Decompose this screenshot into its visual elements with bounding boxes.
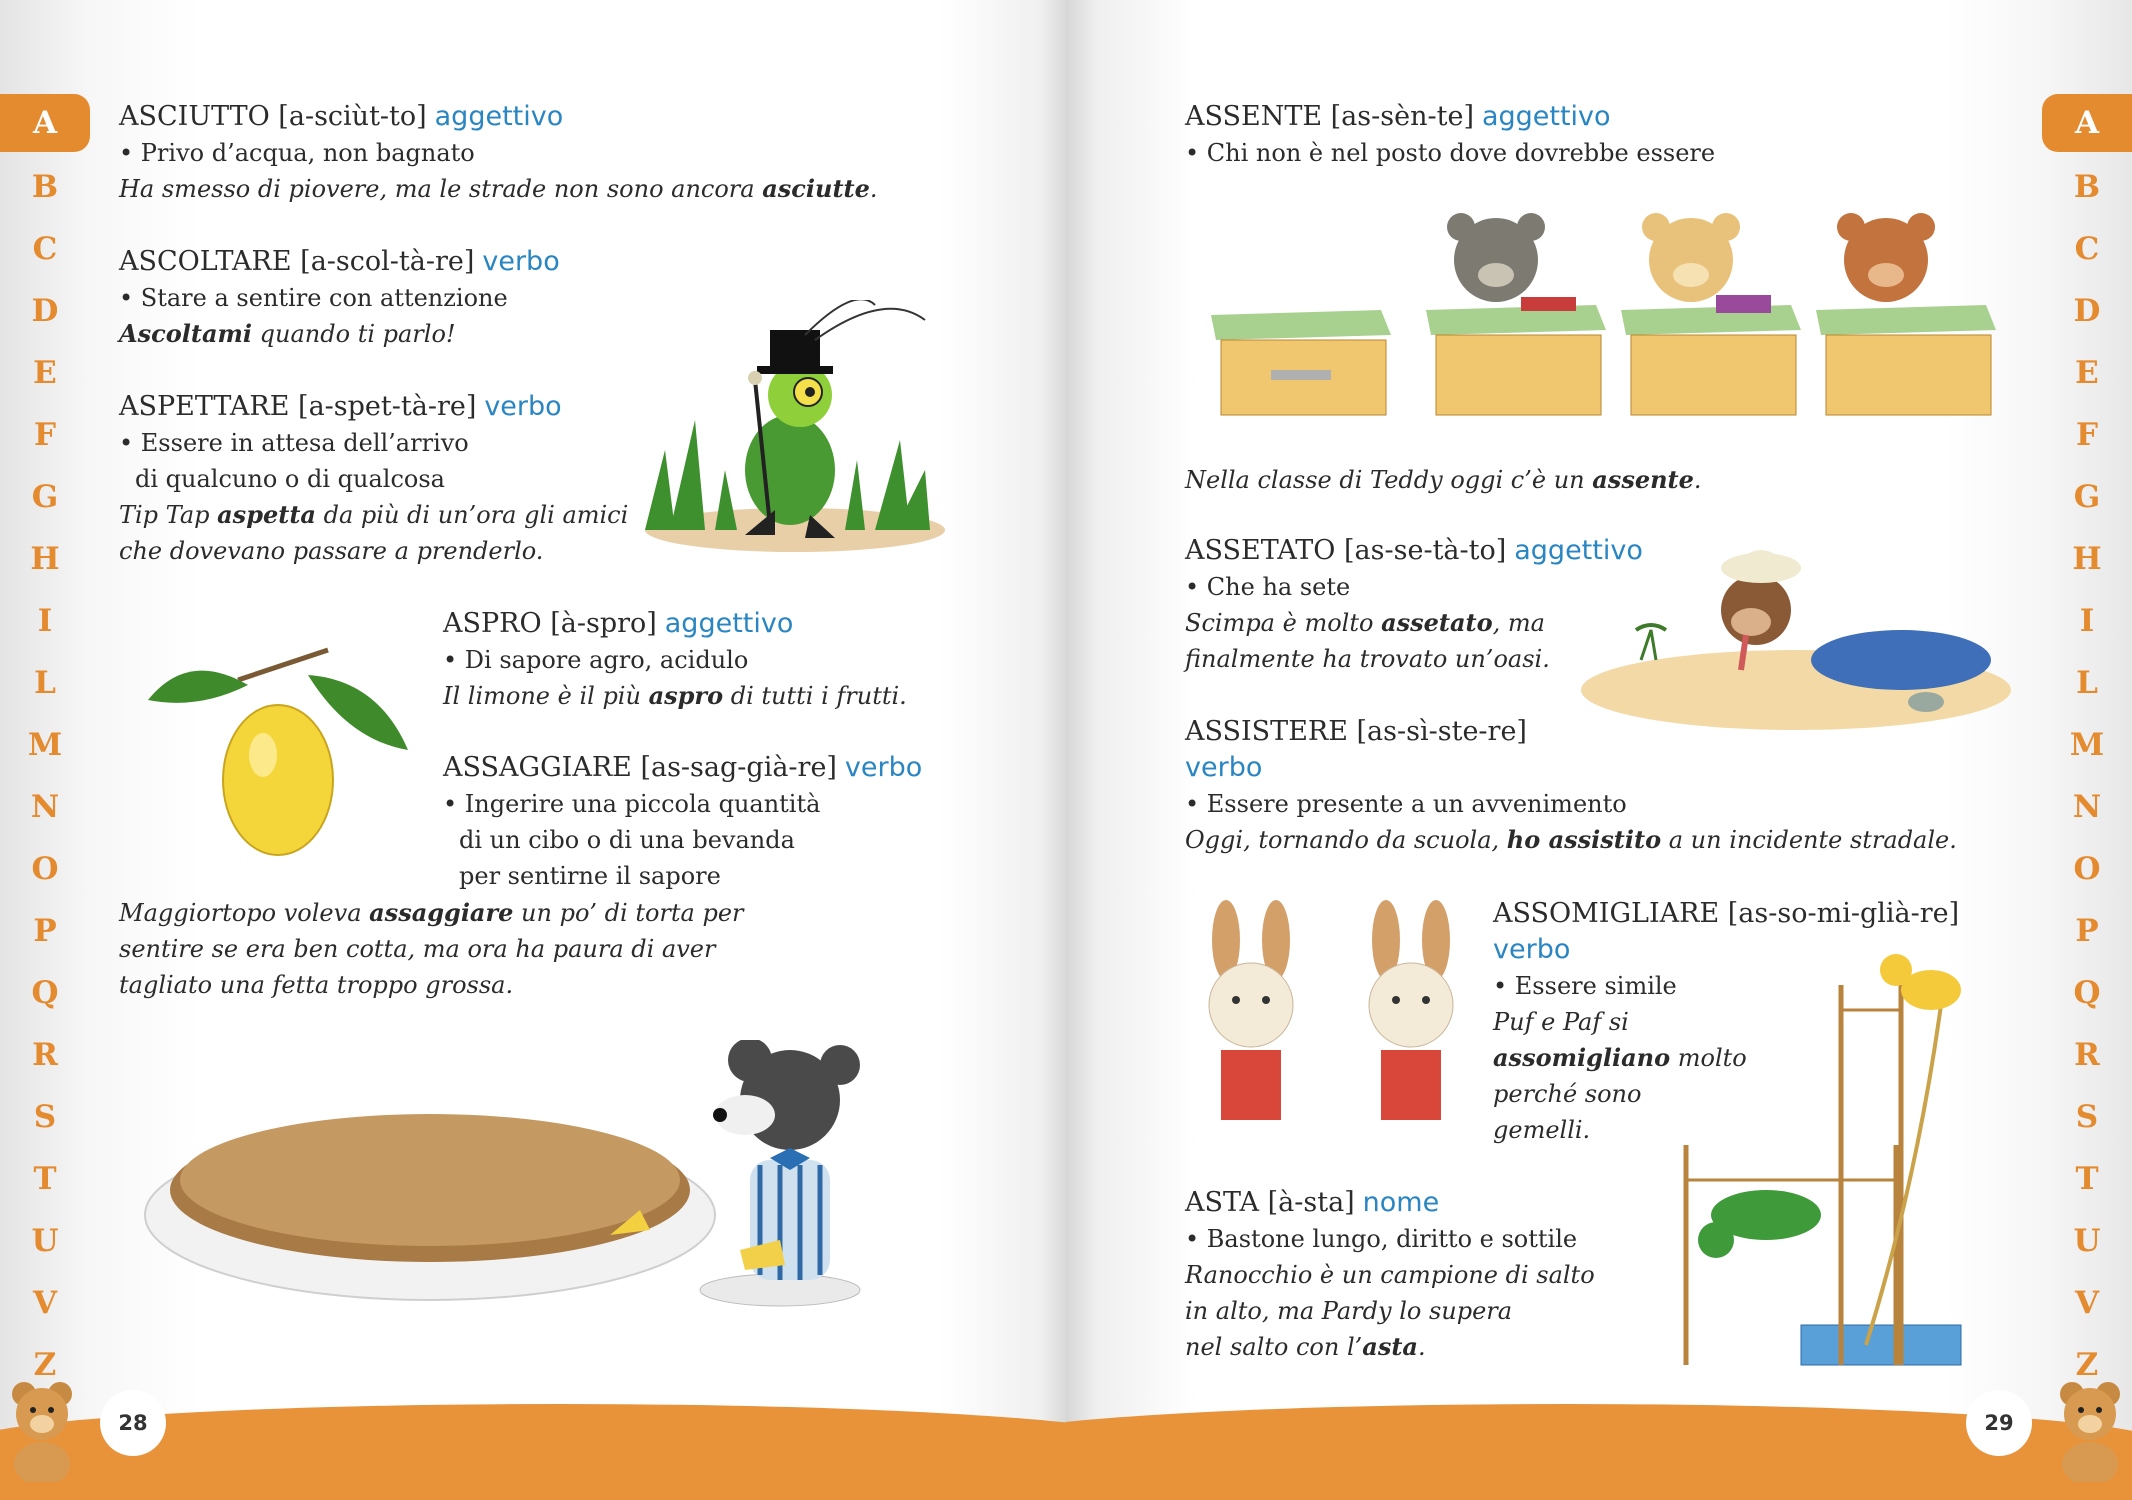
alphabet-tab-d[interactable]: D [31, 293, 59, 329]
alphabet-tab-t[interactable]: T [33, 1161, 57, 1197]
alphabet-tab-o[interactable]: O [31, 851, 59, 887]
part-of-speech: nome [1362, 1187, 1440, 1218]
definition: • Essere presente a un avvenimento [1185, 790, 1627, 818]
entry-asta [1185, 1185, 1595, 1365]
example: Ha smesso di piovere, ma le strade non sono ancora asciutte. [119, 174, 878, 203]
part-of-speech: verbo [1185, 752, 1263, 783]
example-continued: gemelli. [1493, 1116, 1591, 1144]
right-page [1066, 0, 2132, 1500]
alphabet-tab-l[interactable]: L [2076, 665, 2098, 701]
alphabet-tab-g[interactable]: G [2073, 479, 2101, 515]
entry-assaggiare-example [119, 895, 744, 1003]
definition: • Di sapore agro, acidulo [443, 646, 749, 674]
example-continued: nel salto con l’asta. [1185, 1332, 1426, 1361]
example-continued: tagliato una fetta troppo grossa. [119, 971, 514, 999]
entry-ascoltare [119, 244, 560, 352]
alphabet-tab-n[interactable]: N [2072, 789, 2102, 825]
alphabet-tab-z[interactable]: Z [2075, 1347, 2099, 1383]
example-continued: finalmente ha trovato un’oasi. [1185, 645, 1550, 673]
definition: • Stare a sentire con attenzione [119, 284, 508, 312]
entry-aspro [443, 606, 907, 714]
headword: ASPRO [à-spro] [443, 608, 657, 639]
part-of-speech: aggettivo [1481, 101, 1611, 132]
example: Puf e Paf si [1493, 1008, 1629, 1036]
example-continued: in alto, ma Pardy lo supera [1185, 1297, 1513, 1325]
alphabet-tab-a[interactable]: A [2042, 94, 2132, 152]
example-continued: assomigliano molto [1493, 1043, 1747, 1072]
example: Oggi, tornando da scuola, ho assistito a un incidente stradale. [1185, 825, 1957, 854]
example-continued: che dovevano passare a prenderlo. [119, 537, 544, 565]
page-number: 28 [100, 1390, 166, 1456]
definition: • Ingerire una piccola quantità [443, 790, 821, 818]
definition: • Che ha sete [1185, 573, 1351, 601]
entry-assistere [1185, 714, 1957, 858]
alphabet-tab-b[interactable]: B [31, 169, 59, 205]
headword: ASTA [à-sta] [1185, 1187, 1355, 1218]
entry-asciutto [119, 99, 878, 207]
headword: ASCIUTTO [a-sciùt-to] [119, 101, 427, 132]
example: Ascoltami quando ti parlo! [119, 319, 456, 348]
entry-assente [1185, 99, 1715, 171]
definition: • Chi non è nel posto dove dovrebbe essere [1185, 139, 1716, 167]
alphabet-tab-q[interactable]: Q [31, 975, 59, 1011]
example: Maggiortopo voleva assaggiare un po’ di torta per [119, 898, 744, 927]
entry-aspettare [119, 389, 628, 569]
definition: • Essere simile [1493, 972, 1677, 1000]
alphabet-tab-l[interactable]: L [34, 665, 56, 701]
alphabet-tab-z[interactable]: Z [33, 1347, 57, 1383]
alphabet-tab-b[interactable]: B [2073, 169, 2101, 205]
teddy-bear-corner-icon [4, 1372, 80, 1482]
alphabet-tab-u[interactable]: U [2073, 1223, 2101, 1259]
page-number: 29 [1966, 1390, 2032, 1456]
teddy-bear-corner-icon [2052, 1372, 2128, 1482]
alphabet-tab-p[interactable]: P [33, 913, 57, 949]
headword: ASSISTERE [as-sì-ste-re] [1185, 716, 1527, 747]
headword: ASCOLTARE [a-scol-tà-re] [119, 246, 475, 277]
alphabet-tab-s[interactable]: S [2075, 1099, 2099, 1135]
alphabet-index-left [0, 94, 90, 1396]
example: Nella classe di Teddy oggi c’è un assente. [1185, 465, 1702, 494]
part-of-speech: aggettivo [664, 608, 794, 639]
example: Tip Tap aspetta da più di un’ora gli amici [119, 500, 629, 529]
example: Ranocchio è un campione di salto [1185, 1261, 1595, 1289]
monkey-in-desert-illustration [1581, 530, 2011, 730]
headword: ASSETATO [as-se-tà-to] [1185, 535, 1507, 566]
example: Il limone è il più aspro di tutti i frutti. [443, 681, 907, 710]
entry-assaggiare [443, 750, 922, 894]
alphabet-tab-v[interactable]: V [32, 1285, 58, 1321]
definition: • Essere in attesa dell’arrivo [119, 429, 469, 457]
headword: ASSOMIGLIARE [as-so-mi-glià-re] [1493, 898, 1960, 929]
lemon-illustration [128, 640, 428, 870]
alphabet-tab-o[interactable]: O [2073, 851, 2101, 887]
alphabet-tab-r[interactable]: R [2074, 1037, 2100, 1073]
alphabet-tab-c[interactable]: C [2074, 231, 2100, 267]
definition: • Privo d’acqua, non bagnato [119, 139, 475, 167]
grasshopper-illustration [625, 300, 955, 560]
cake-and-mouse-illustration [140, 1040, 940, 1310]
bottom-band [0, 1432, 1066, 1500]
alphabet-tab-f[interactable]: F [33, 417, 56, 453]
part-of-speech: verbo [844, 752, 923, 783]
alphabet-tab-g[interactable]: G [31, 479, 59, 515]
alphabet-tab-p[interactable]: P [2075, 913, 2099, 949]
definition-continued: di un cibo o di una bevanda [459, 826, 795, 854]
part-of-speech: verbo [482, 246, 560, 277]
alphabet-tab-c[interactable]: C [32, 231, 58, 267]
alphabet-tab-h[interactable]: H [30, 541, 60, 577]
alphabet-tab-i[interactable]: I [2079, 603, 2095, 639]
alphabet-tab-t[interactable]: T [2075, 1161, 2099, 1197]
entry-assetato [1185, 533, 1643, 677]
alphabet-tab-m[interactable]: M [27, 727, 63, 763]
example-continued: sentire se era ben cotta, ma ora ha paura di aver [119, 935, 716, 963]
alphabet-tab-q[interactable]: Q [2073, 975, 2101, 1011]
headword: ASSENTE [as-sèn-te] [1185, 101, 1474, 132]
alphabet-tab-v[interactable]: V [2074, 1285, 2100, 1321]
definition-continued: per sentirne il sapore [459, 862, 721, 890]
part-of-speech: verbo [1493, 934, 1571, 965]
alphabet-tab-u[interactable]: U [31, 1223, 59, 1259]
headword: ASPETTARE [a-spet-tà-re] [119, 391, 477, 422]
alphabet-tab-e[interactable]: E [2075, 355, 2099, 391]
alphabet-tab-f[interactable]: F [2075, 417, 2098, 453]
alphabet-tab-s[interactable]: S [33, 1099, 57, 1135]
part-of-speech: aggettivo [434, 101, 564, 132]
example: Scimpa è molto assetato, ma [1185, 608, 1545, 637]
definition: • Bastone lungo, diritto e sottile [1185, 1225, 1578, 1253]
part-of-speech: verbo [484, 391, 562, 422]
alphabet-tab-d[interactable]: D [2073, 293, 2101, 329]
alphabet-tab-h[interactable]: H [2072, 541, 2102, 577]
alphabet-tab-i[interactable]: I [37, 603, 53, 639]
example-continued: perché sono [1493, 1080, 1642, 1108]
alphabet-tab-r[interactable]: R [32, 1037, 58, 1073]
alphabet-tab-e[interactable]: E [33, 355, 57, 391]
headword: ASSAGGIARE [as-sag-già-re] [443, 752, 837, 783]
bears-at-desks-illustration [1211, 205, 2061, 430]
twin-rabbits-illustration [1181, 900, 1511, 1140]
alphabet-tab-n[interactable]: N [30, 789, 60, 825]
alphabet-tab-a[interactable]: A [0, 94, 90, 152]
alphabet-tab-m[interactable]: M [2069, 727, 2105, 763]
definition-continued: di qualcuno o di qualcosa [135, 465, 445, 493]
part-of-speech: aggettivo [1514, 535, 1643, 566]
entry-assente-example [1185, 462, 1702, 498]
pole-vault-illustration [1656, 945, 2006, 1375]
